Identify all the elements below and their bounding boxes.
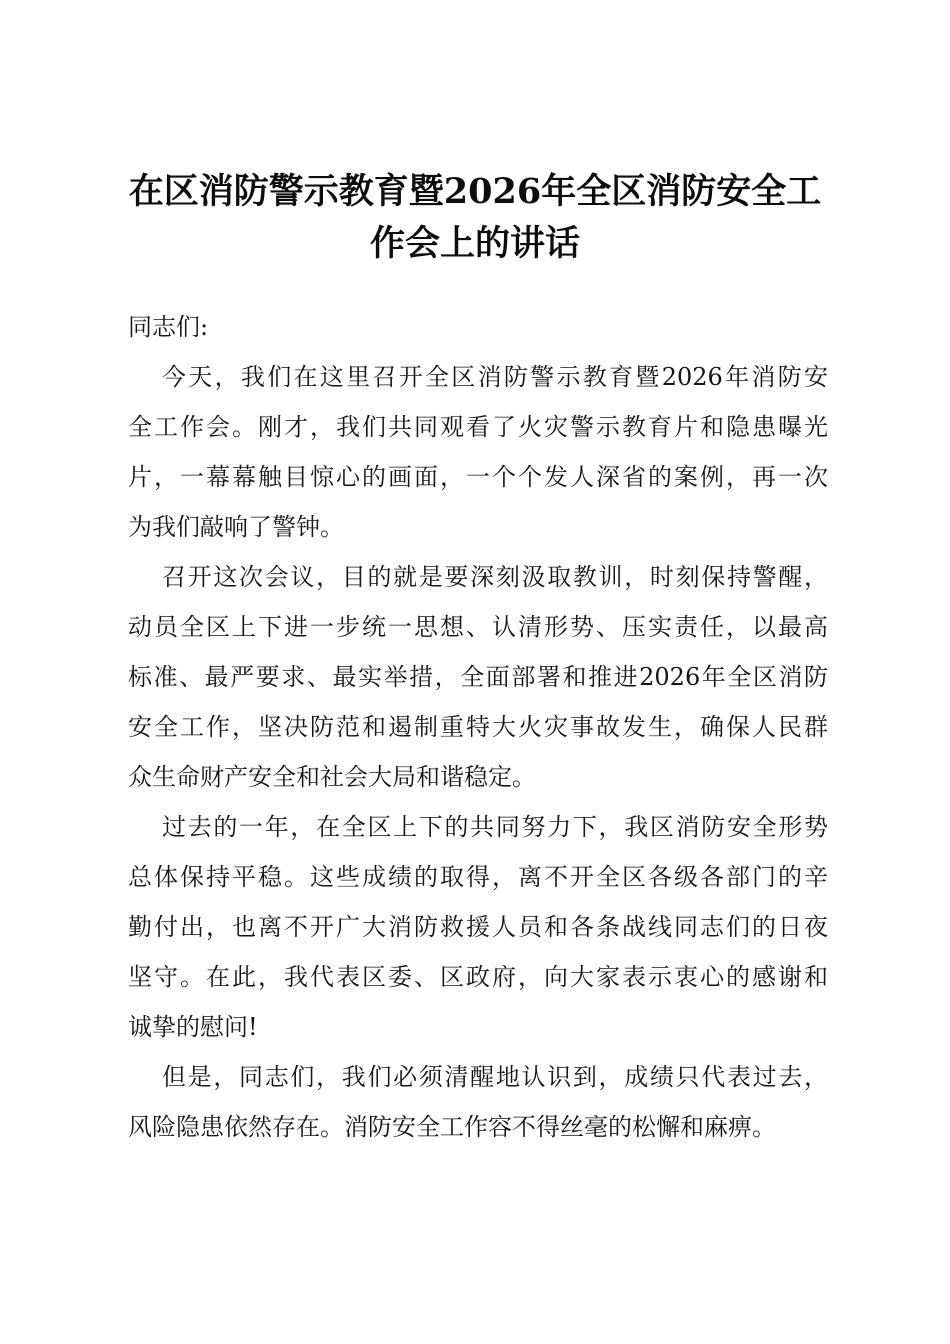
paragraph-line: 总体保持平稳。这些成绩的取得，离不开全区各级各部门的辛 (128, 863, 828, 891)
paragraph-line: 众生命财产安全和社会大局和谐稳定。 (128, 763, 536, 791)
paragraph-line: 召开这次会议，目的就是要深刻汲取教训，时刻保持警醒， (162, 563, 828, 591)
salutation: 同志们: (128, 313, 209, 341)
paragraph-line: 坚守。在此，我代表区委、区政府，向大家表示衷心的感谢和 (128, 963, 828, 991)
title-line-1: 在区消防警示教育暨2026年全区消防安全工 (128, 171, 822, 212)
title-line-2: 作会上的讲话 (369, 223, 580, 264)
paragraph-line: 但是，同志们，我们必须清醒地认识到，成绩只代表过去， (162, 1063, 828, 1091)
paragraph-4 (128, 1052, 828, 1152)
paragraph-line: 片，一幕幕触目惊心的画面，一个个发人深省的案例，再一次 (128, 463, 828, 491)
paragraph-line: 安全工作，坚决防范和遏制重特大火灾事故发生，确保人民群 (128, 713, 828, 741)
paragraph-line: 勤付出，也离不开广大消防救援人员和各条战线同志们的日夜 (128, 913, 828, 941)
document-body (128, 302, 828, 1152)
paragraph-line: 风险隐患依然存在。消防安全工作容不得丝毫的松懈和麻痹。 (128, 1113, 776, 1141)
paragraph-line: 全工作会。刚才，我们共同观看了火灾警示教育片和隐患曝光 (128, 413, 828, 441)
paragraph-line: 过去的一年，在全区上下的共同努力下，我区消防安全形势 (162, 813, 828, 841)
paragraph-3 (128, 802, 828, 1052)
document-title (100, 166, 850, 270)
paragraph-line: 诚挚的慰问! (128, 1013, 258, 1041)
paragraph-line: 为我们敲响了警钟。 (128, 513, 344, 541)
paragraph-line: 标准、最严要求、最实举措，全面部署和推进2026年全区消防 (128, 663, 828, 691)
paragraph-line: 今天，我们在这里召开全区消防警示教育暨2026年消防安 (162, 363, 828, 391)
paragraph-1 (128, 352, 828, 552)
paragraph-2 (128, 552, 828, 802)
paragraph-line: 动员全区上下进一步统一思想、认清形势、压实责任，以最高 (128, 613, 828, 641)
